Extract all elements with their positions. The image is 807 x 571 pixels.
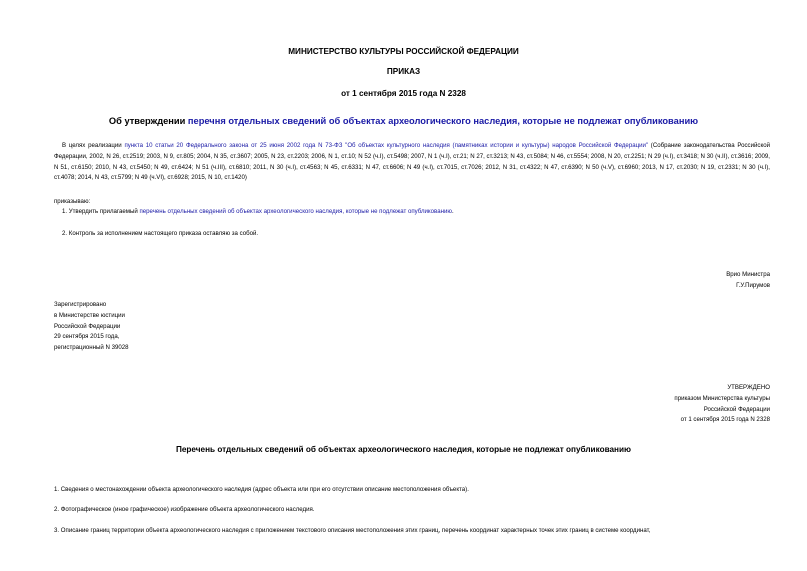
registration-line-1: Зарегистрировано: [54, 301, 107, 308]
prikazyvayu-text: приказываю:: [54, 198, 91, 205]
preamble-paragraph: [54, 141, 770, 184]
signature-position: Врио Министра: [726, 271, 770, 278]
approved-line-4: от 1 сентября 2015 года N 2328: [680, 416, 770, 424]
order-item-1-lead: 1. Утвердить прилагаемый: [62, 208, 140, 215]
approved-line-3: Российской Федерации: [703, 405, 770, 413]
preamble-rest: (Собрание законодательства Российской Федерации, 2002, N 26, ст.2519; 2003, N 9, ст.805; 2004, N 35, ст.3607; 2005, N 23, ст.2203; 2006, N 1, ст.10; N 52 (ч.I), ст.5498; 2007, N 1 (ч.I), ст.21; N 27, ст.3213; N 43, ст.5084; N 46, ст.5554; 2008, N 20, ст.2251; N 29 (ч.I), ст.3418; N 30 (ч.II), ст.3616; 2009, N 51, ст.6150; 2010, N 43, ст.5450; N 49, ст.6424; N 51 (ч.III), ст.6810; 2011, N 30 (ч.I), ст.4563; N 45, ст.6331; N 47, ст.6606; N 49 (ч.I), ст.7015, ст.7026; 2012, N 31, ст.4322; N 47, ст.6390; N 50 (ч.V), ст.6960; 2013, N 17, ст.2030; N 19, ст.2331; N 30 (ч.I), ст.4078; 2014, N 43, ст.5799; N 49 (ч.VI), ст.6928; 2015, N 10, ст.1420): [54, 142, 770, 182]
order-item-2: 2. Контроль за исполнением настоящего приказа оставляю за собой.: [62, 230, 259, 237]
order-title: [0, 116, 807, 126]
list-item-3: 3. Описание границ территории объекта археологического наследия с приложением текстового описания местоположения этих границ, перечень координат характерных точек этих границ в системе координат,: [54, 527, 651, 534]
list-link[interactable]: перечень отдельных сведений об объектах археологического наследия, которые не подлежат опубликованию: [139, 208, 452, 215]
registration-line-4: 29 сентября 2015 года,: [54, 333, 120, 341]
registration-line-2: в Министерстве юстиции: [54, 311, 125, 319]
ministry-heading: МИНИСТЕРСТВО КУЛЬТУРЫ РОССИЙСКОЙ ФЕДЕРАЦИИ: [288, 47, 519, 56]
preamble-lead: В целях реализации: [62, 142, 125, 149]
approved-line-1: УТВЕРЖДЕНО: [727, 384, 770, 391]
signature-name: Г.У.Пирумов: [736, 281, 770, 289]
approved-block: [674, 383, 770, 426]
order-title-prefix: Об утверждении: [108, 116, 188, 126]
doc-type-heading: ПРИКАЗ: [386, 67, 421, 76]
approved-line-2: приказом Министерства культуры: [674, 394, 770, 402]
signature-block: [726, 270, 770, 292]
order-item-1-end: .: [451, 208, 454, 215]
registration-block: [54, 300, 129, 354]
date-number-heading: от 1 сентября 2015 года N 2328: [341, 89, 466, 98]
order-item-1: [62, 208, 454, 215]
registration-line-3: Российской Федерации: [54, 322, 121, 330]
registration-line-5: регистрационный N 39028: [54, 344, 129, 352]
list-item-1: 1. Сведения о местонахождении объекта археологического наследия (адрес объекта или при его отсутствии описание местоположения объекта).: [54, 486, 469, 493]
list-item-2: 2. Фотографическое (иное графическое) изображение объекта археологического наследия.: [54, 506, 315, 513]
list-title: Перечень отдельных сведений об объектах археологического наследия, которые не подлежат опубликованию: [175, 445, 632, 454]
order-title-link[interactable]: перечня отдельных сведений об объектах археологического наследия, которые не подлежат опубликованию: [187, 116, 699, 126]
federal-law-link[interactable]: пункта 10 статьи 20 Федерального закона от 25 июня 2002 года N 73-ФЗ "Об объектах культурного наследия (памятниках истории и культуры) народов Российской Федерации": [124, 142, 649, 149]
